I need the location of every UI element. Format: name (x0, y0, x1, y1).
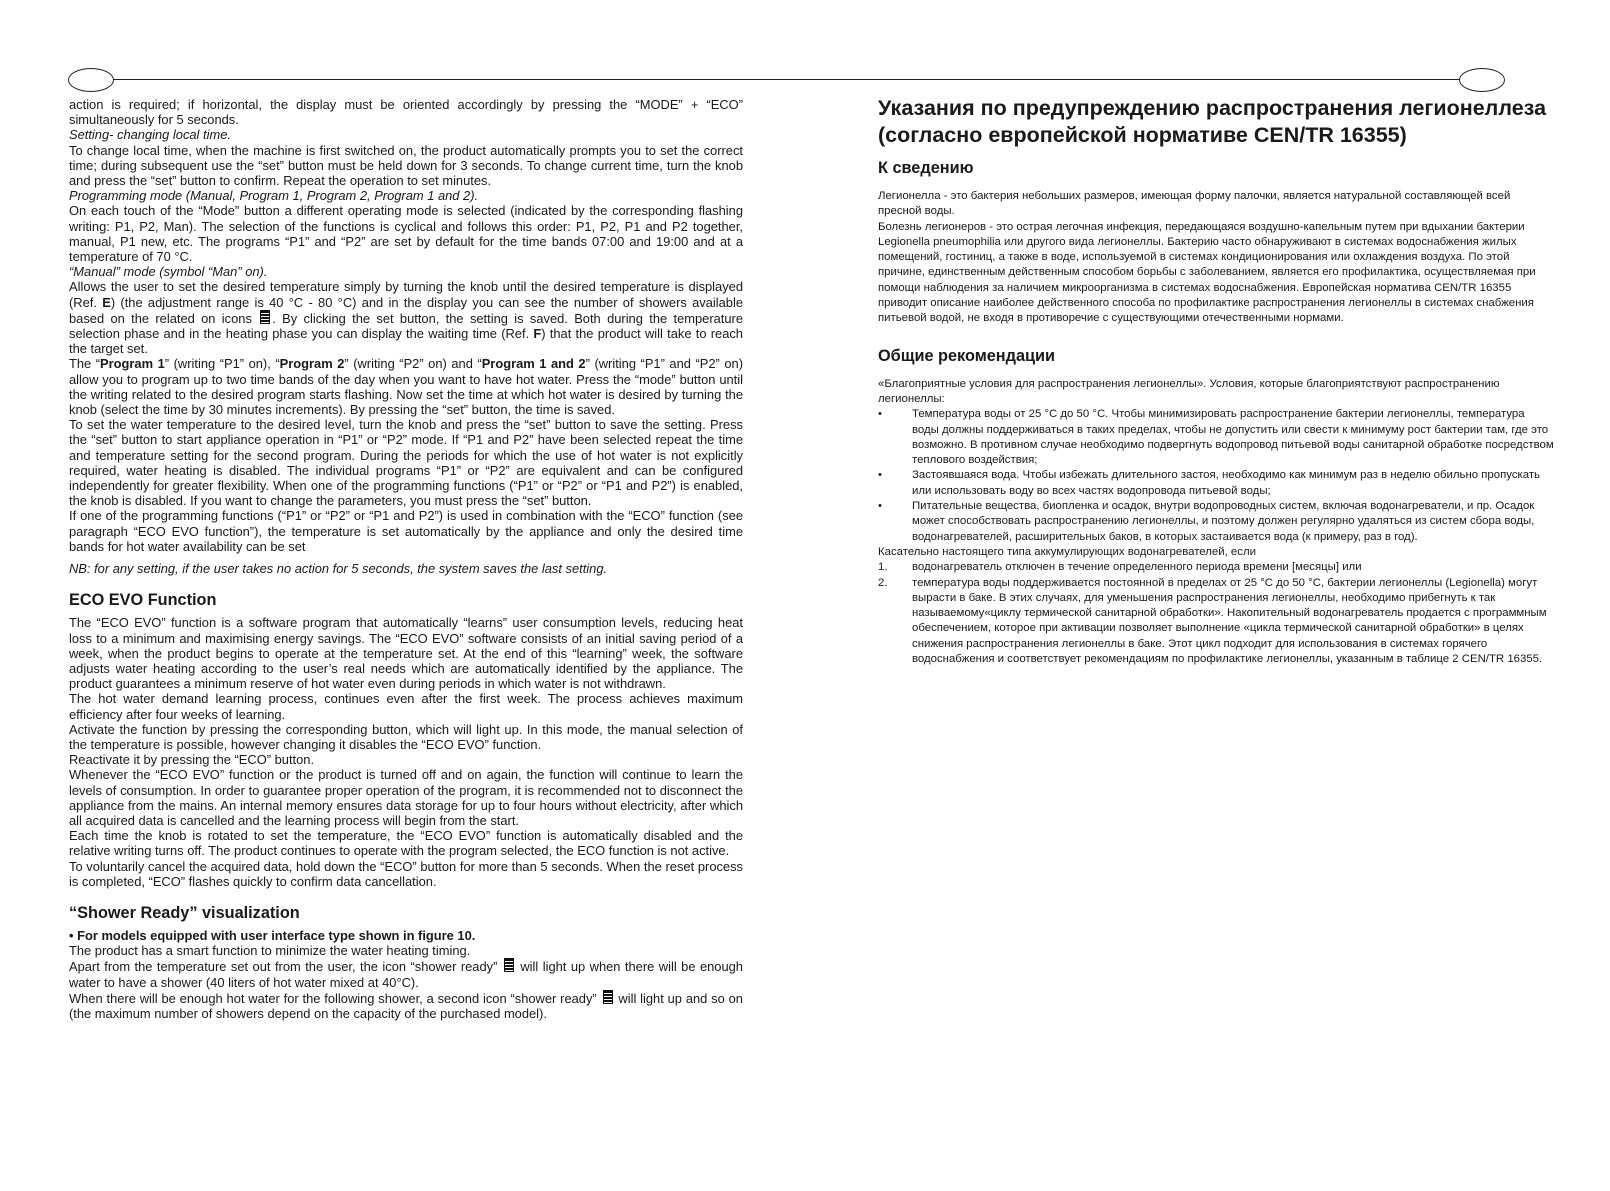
page-number-oval-left (68, 68, 114, 92)
general-intro: «Благоприятные условия для распространения легионеллы». Условия, которые благоприятствуют распространению легионеллы: (878, 377, 1500, 405)
water-temperature-paragraph: To set the water temperature to the desired level, turn the knob and press the “set” button to save the setting. Press the “set” button to start appliance operation in “P1” or “P2” mode. If “P1 and P2” have been selected repeat the time and temperature setting for the second program. During the periods for which the use of hot water is not explicitly required, water heating is disabled. The individual programs “P1” or “P2” are equivalent and can be configured independently for greater flexibility. When one of the programming functions (“P1” or “P2” or “P1 and P2”) is enabled, the knob is disabled. If you want to change the parameters, you must press the “set” button. (69, 417, 743, 509)
list-item: 2. температура воды поддерживается постоянной в пределах от 25 °С до 50 °С, бактерии легионеллы (Legionella) могут вырасти в баке. В этих случаях, для уменьшения распространения легионеллы, необходимо прибегнуть к так называемому«циклу термической санитарной обработки». Накопительный водонагреватель продается с программным обеспечением, которое при активации позволяет выполнение «цикла термической санитарной обработки» в целях снижения распространения легионеллы в баке. Этот цикл подходит для использования в системах горячего водоснабжения и соответствует рекомендациям по профилактике легионеллы, указанным в таблице 2 CEN/TR 16355. (878, 576, 1547, 666)
eco-evo-paragraph-1: The “ECO EVO” function is a software program that automatically “learns” user consumption levels, reducing heat loss to a minimum and maximising energy savings. The “ECO EVO” software consists of an initial saving period of a week, when the product begins to operate at the temperature set. At the end of this “learning” week, the software adjusts water heating according to the user’s real needs which are automatically identified by the appliance. The product guarantees a minimum reserve of hot water even during periods in which water is not withdrawn. (69, 615, 743, 692)
shower-ready-icon (504, 958, 514, 972)
ref-e-label: E (102, 294, 111, 310)
info-paragraph-1: Легионелла - это бактерия небольших размеров, имеющая форму палочки, является натуральной составляющей всей пресной воды. (878, 190, 1511, 218)
shower-ready-paragraph-3: When there will be enough hot water for the following shower, a second icon “shower ready” will light up and so on (the maximum number of showers depend on the capacity of the purchased model). (69, 990, 743, 1021)
eco-evo-paragraph-5: Whenever the “ECO EVO” function or the product is turned off and on again, the function will continue to learn the levels of consumption. In order to guarantee proper operation of the program, it is recommended not to disconnect the appliance from the mains. An internal memory ensures data storage for up to four hours without electricity, after which all acquired data is cancelled and the learning process will begin from the start. (69, 767, 743, 828)
manual-mode-heading: “Manual” mode (symbol “Man” on). (69, 264, 268, 280)
programming-mode-heading: Programming mode (Manual, Program 1, Program 2, Program 1 and 2). (69, 188, 479, 204)
list-item: 1. водонагреватель отключен в течение определенного периода времени [месяцы] или (878, 561, 1362, 574)
local-time-paragraph: To change local time, when the machine is first switched on, the product automatically prompts you to set the correct time; during subsequent use the “set” button must be held down for 3 seconds. To change current time, turn the knob and press the “set” button to confirm. Repeat the operation to set minutes. (69, 142, 743, 189)
eco-evo-heading: ECO EVO Function (69, 591, 217, 610)
list-item: • Питательные вещества, биопленка и осадок, внутри водопроводных систем, включая водонагреватели, и пр. Осадок может способствовать распространению легионеллы, и поэтому должен регулярно удаляться из систем сбора воды, водонагревателей, расширительных баков, в которых застаивается вода (к примеру, раз в год). (878, 500, 1535, 543)
mode-button-paragraph: On each touch of the “Mode” button a different operating mode is selected (indicated by the corresponding flashing writing: P1, P2, Man). The selection of the functions is cyclical and follows this order: P1, P2, P1 and P2 together, manual, P1 new, etc. The programs “P1” and “P2” are set by default for the time bands 07:00 and 19:00 and at a temperature of 70 °C. (69, 203, 743, 265)
shower-icon (260, 310, 270, 324)
storage-conditions-list (878, 560, 1554, 667)
shower-ready-paragraph-2: Apart from the temperature set out from the user, the icon “shower ready” will light up when there will be enough water to have a shower (40 liters of hot water mixed at 40°C). (69, 959, 743, 990)
eco-evo-paragraph-7: To voluntarily cancel the acquired data, hold down the “ECO” button for more than 5 seconds. When the reset process is completed, “ECO” flashes quickly to confirm data cancellation. (69, 858, 743, 889)
ref-f-label: F (533, 326, 542, 342)
right-column (878, 95, 1554, 667)
shower-ready-icon-second (603, 990, 613, 1004)
shower-ready-paragraph-1: The product has a smart function to minimize the water heating timing. (69, 943, 471, 959)
shower-ready-models-note: • For models equipped with user interface type shown in figure 10. (69, 927, 476, 943)
eco-evo-paragraph-6: Each time the knob is rotated to set the temperature, the “ECO EVO” function is automatically disabled and the relative writing turns off. The product continues to operate with the program selected, the ECO function is not active. (69, 828, 743, 859)
eco-combination-paragraph: If one of the programming functions (“P1” or “P2” or “P1 and P2”) is used in combination with the “ECO” function (see paragraph “ECO EVO function”), the temperature is set automatically by the appliance and only the desired time bands for hot water availability can be set (69, 508, 743, 554)
nb-note: NB: for any setting, if the user takes no action for 5 seconds, the system saves the last setting. (69, 561, 608, 577)
eco-evo-paragraph-2: The hot water demand learning process, continues even after the first week. The process achieves maximum efficiency after four weeks of learning. (69, 691, 743, 722)
info-heading: К сведению (878, 159, 974, 177)
list-item: • Температура воды от 25 °С до 50 °С. Чтобы минимизировать распространение бактерии легионеллы, температура воды должны поддерживаться в таких пределах, чтобы не допустить или свести к минимуму рост бактерии там, где это возможно. В противном случае необходимо подвергнуть водопровод питьевой воды санитарной обработке посредством теплового воздействия; (878, 408, 1554, 467)
storage-heaters-intro: Касательно настоящего типа аккумулирующих водонагревателей, если (878, 545, 1256, 558)
legionella-title: Указания по предупреждению распространения легионеллеза (согласно европейской нормативе CEN/TR 16355) (878, 96, 1547, 147)
setting-local-time-heading: Setting- changing local time. (69, 127, 231, 143)
page-number-oval-right (1459, 68, 1505, 92)
programs-paragraph: The “Program 1” (writing “P1” on), “Program 2” (writing “P2” on) and “Program 1 and 2” (writing “P1” and “P2” on) allow you to program up to two time bands of the day when you want to have hot water. Press the “mode” button until the writing related to the desired program starts flashing. Now set the time at which hot water is desired by turning the knob (select the time by 30 minutes increments). By pressing the “set” button, the time is saved. (69, 356, 743, 418)
info-paragraph-2: Болезнь легионеров - это острая легочная инфекция, передающаяся воздушно-капельным путем при вдыхании бактерии Legionella pneumophilia или другого вида легионеллы. Бактерию часто обнаруживают в системах водоснабжения жилых помещений, гостиниц, а также в воде, используемой в системах кондиционирования или охлаждения воздуха. По этой причине, единственным действенным способом борьбы с заболеванием, является его профилактика, осуществляемая при помощи наблюдения за наличием микроорганизма в системах водоснабжения. Европейская нормативa CEN/TR 16355 приводит описание наиболее действенного способа по профилактике распространения легионеллы в системах снабжения питьевой водой, не входя в противоречие с существующими отечественными нормами. (878, 220, 1536, 325)
list-item: • Застоявшаяся вода. Чтобы избежать длительного застоя, необходимо как минимум раз в неделю обильно пропускать или использовать воду во всех частях водопровода питьевой воды; (878, 469, 1540, 497)
page-header-rule (110, 79, 1500, 80)
conditions-list (878, 407, 1554, 545)
continued-paragraph: action is required; if horizontal, the display must be oriented accordingly by pressing the “MODE” + “ECO” simultaneously for 5 seconds. (69, 97, 743, 128)
left-column (69, 97, 743, 1021)
general-recommendations-heading: Общие рекомендации (878, 346, 1056, 365)
eco-evo-paragraph-3: Activate the function by pressing the corresponding button, which will light up. In this mode, the manual selection of the temperature is possible, however changing it disables the “ECO EVO” function. (69, 721, 743, 752)
manual-mode-paragraph: Allows the user to set the desired temperature simply by turning the knob until the desired temperature is displayed (Ref. E) (the adjustment range is 40 °C - 80 °C) and in the display you can see the number of showers available based on the related on icons . By clicking the set button, the setting is saved. Both during the temperature selection phase and in the heating phase you can display the waiting time (Ref. F) that the product will take to reach the target set. (69, 279, 744, 357)
eco-evo-paragraph-4: Reactivate it by pressing the “ECO” button. (69, 752, 315, 768)
shower-ready-heading: “Shower Ready” visualization (69, 903, 300, 922)
